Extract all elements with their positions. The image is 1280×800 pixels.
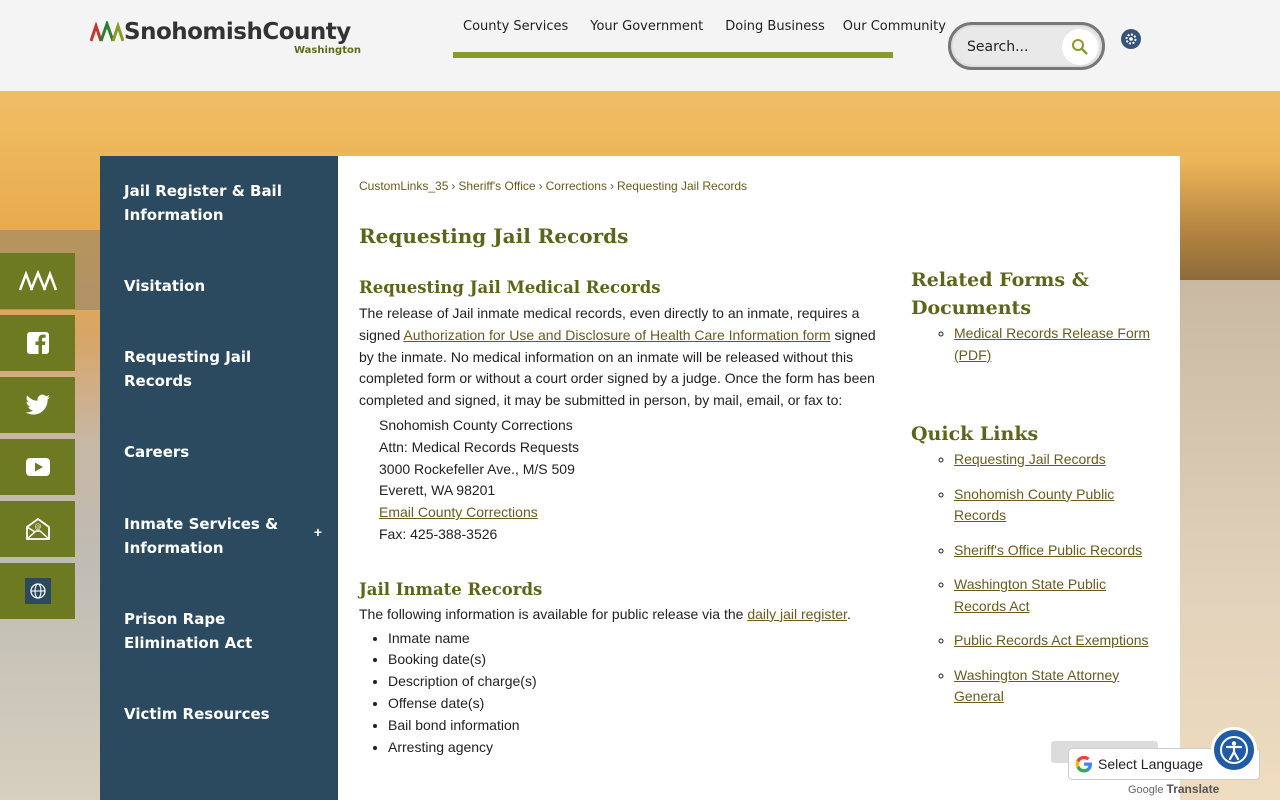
list-item: • Booking date(s) [388, 649, 879, 671]
list-item: • Offense date(s) [388, 693, 879, 715]
related-forms-list [954, 323, 1161, 366]
medical-release-form-link[interactable]: Medical Records Release Form (PDF) [954, 325, 1151, 363]
social-sidebar [0, 253, 75, 625]
nav-our-community[interactable]: Our Community [842, 19, 946, 34]
nav-doing-business[interactable]: Doing Business [725, 19, 825, 34]
facebook-link[interactable] [0, 315, 75, 371]
daily-jail-register-link[interactable]: daily jail register [747, 605, 847, 622]
accessibility-button[interactable] [1211, 727, 1257, 773]
background-trees [1180, 160, 1280, 280]
paragraph-text: The following information is available for public release via the [359, 605, 748, 622]
search-box [948, 22, 1105, 70]
sidebar-item-jail-register[interactable]: Jail Register & Bail Information [124, 182, 282, 224]
county-logo-icon [90, 21, 124, 43]
youtube-link[interactable] [0, 439, 75, 495]
language-link[interactable] [0, 563, 75, 619]
sidebar-item-requesting-jail-records[interactable]: Requesting Jail Records [124, 348, 252, 390]
sidebar-item-victim-resources[interactable]: Victim Resources [124, 705, 270, 723]
logo-text: SnohomishCounty [124, 19, 351, 45]
search-icon [1071, 38, 1089, 56]
breadcrumb [359, 179, 747, 193]
translate-label: Translate [1166, 782, 1220, 796]
google-g-icon [1074, 754, 1094, 774]
county-logo-icon [19, 270, 57, 292]
youtube-icon [25, 457, 51, 477]
sidebar-item-careers[interactable]: Careers [124, 443, 190, 461]
breadcrumb-separator: › [538, 179, 543, 193]
breadcrumb-separator: › [451, 179, 456, 193]
settings-button[interactable] [1121, 29, 1141, 49]
article-body [359, 276, 879, 758]
gear-icon [1124, 32, 1138, 46]
sidebar-item-visitation[interactable]: Visitation [124, 277, 206, 295]
breadcrumb-current[interactable]: Requesting Jail Records [616, 179, 748, 193]
quick-link[interactable]: Public Records Act Exemptions [954, 632, 1149, 648]
search-button[interactable] [1062, 29, 1098, 65]
main-content [338, 156, 1180, 800]
nav-your-government[interactable]: Your Government [590, 19, 704, 34]
email-icon [25, 518, 51, 540]
quick-links-title: Quick Links [911, 423, 1039, 445]
breadcrumb-link[interactable]: CustomLinks_35 [359, 179, 449, 193]
medical-records-heading: Requesting Jail Medical Records [359, 278, 661, 297]
accessibility-icon [1219, 735, 1249, 765]
page-title: Requesting Jail Records [359, 224, 629, 248]
google-translate-credit [1128, 782, 1219, 796]
paragraph-text: The release of Jail inmate medical records, even directly to an inmate, requires a signed [359, 305, 860, 343]
address-line: Everett, WA 98201 [379, 482, 496, 499]
inmate-records-heading: Jail Inmate Records [359, 579, 543, 599]
list-item: • Bail bond information [388, 715, 879, 737]
site-header [0, 0, 1280, 91]
breadcrumb-link[interactable]: Sheriff's Office [458, 179, 536, 193]
expand-inmate-services-button[interactable]: + [313, 524, 322, 540]
address-line: Attn: Medical Records Requests [379, 438, 579, 455]
list-item: • Arresting agency [388, 737, 879, 759]
quick-links-list [954, 449, 1161, 708]
inmate-records-paragraph [359, 604, 879, 626]
quick-link[interactable]: Requesting Jail Records [954, 451, 1106, 467]
logo-subtitle: Washington [294, 45, 361, 56]
address-line: 3000 Rockefeller Ave., M/S 509 [379, 460, 575, 477]
breadcrumb-link[interactable]: Corrections [545, 179, 607, 193]
svg-text:@: @ [34, 523, 41, 531]
related-forms-title: Related Forms & Documents [911, 269, 1089, 319]
address-line: Snohomish County Corrections [379, 416, 573, 433]
email-corrections-link[interactable]: Email County Corrections [379, 504, 538, 521]
quick-link[interactable]: Washington State Public Records Act [954, 576, 1107, 614]
public-info-list [388, 628, 879, 759]
list-item: • Inmate name [388, 628, 879, 650]
background-water [1180, 280, 1280, 800]
mailing-address [359, 415, 879, 546]
sidebar-item-prison-rape-elimination[interactable]: Prison Rape Elimination Act [124, 610, 253, 652]
language-select-label: Select Language [1098, 756, 1204, 772]
medical-records-paragraph [359, 303, 879, 412]
search-input[interactable] [967, 36, 1057, 58]
paragraph-text: signed by the inmate. No medical information on an inmate will be released without this completed form or without a court order signed by a judge. Once the form has been completed and signed, it may be submitted in person, by mail, email, or fax to: [359, 326, 876, 409]
sidebar-widgets [911, 266, 1161, 721]
quick-link[interactable]: Snohomish County Public Records [954, 485, 1115, 523]
sidebar-item-inmate-services[interactable]: Inmate Services & Information [124, 515, 279, 557]
fax-number: Fax: 425-388-3526 [379, 525, 498, 542]
top-navigation [453, 0, 946, 58]
globe-icon [25, 578, 51, 604]
list-item: • Description of charge(s) [388, 671, 879, 693]
paragraph-text: . [846, 605, 851, 622]
email-link[interactable] [0, 501, 75, 557]
section-navigation [100, 156, 338, 800]
quick-link[interactable]: Washington State Attorney General [954, 666, 1120, 704]
nav-county-services[interactable]: County Services [463, 19, 569, 34]
breadcrumb-separator: › [609, 179, 614, 193]
authorization-form-link[interactable]: Authorization for Use and Disclosure of Health Care Information form [403, 326, 831, 343]
facebook-icon [26, 331, 50, 355]
site-logo[interactable] [90, 18, 351, 46]
twitter-icon [25, 394, 51, 416]
google-label: Google [1128, 784, 1164, 796]
county-home-link[interactable] [0, 253, 75, 309]
twitter-link[interactable] [0, 377, 75, 433]
quick-link[interactable]: Sheriff's Office Public Records [954, 541, 1143, 558]
